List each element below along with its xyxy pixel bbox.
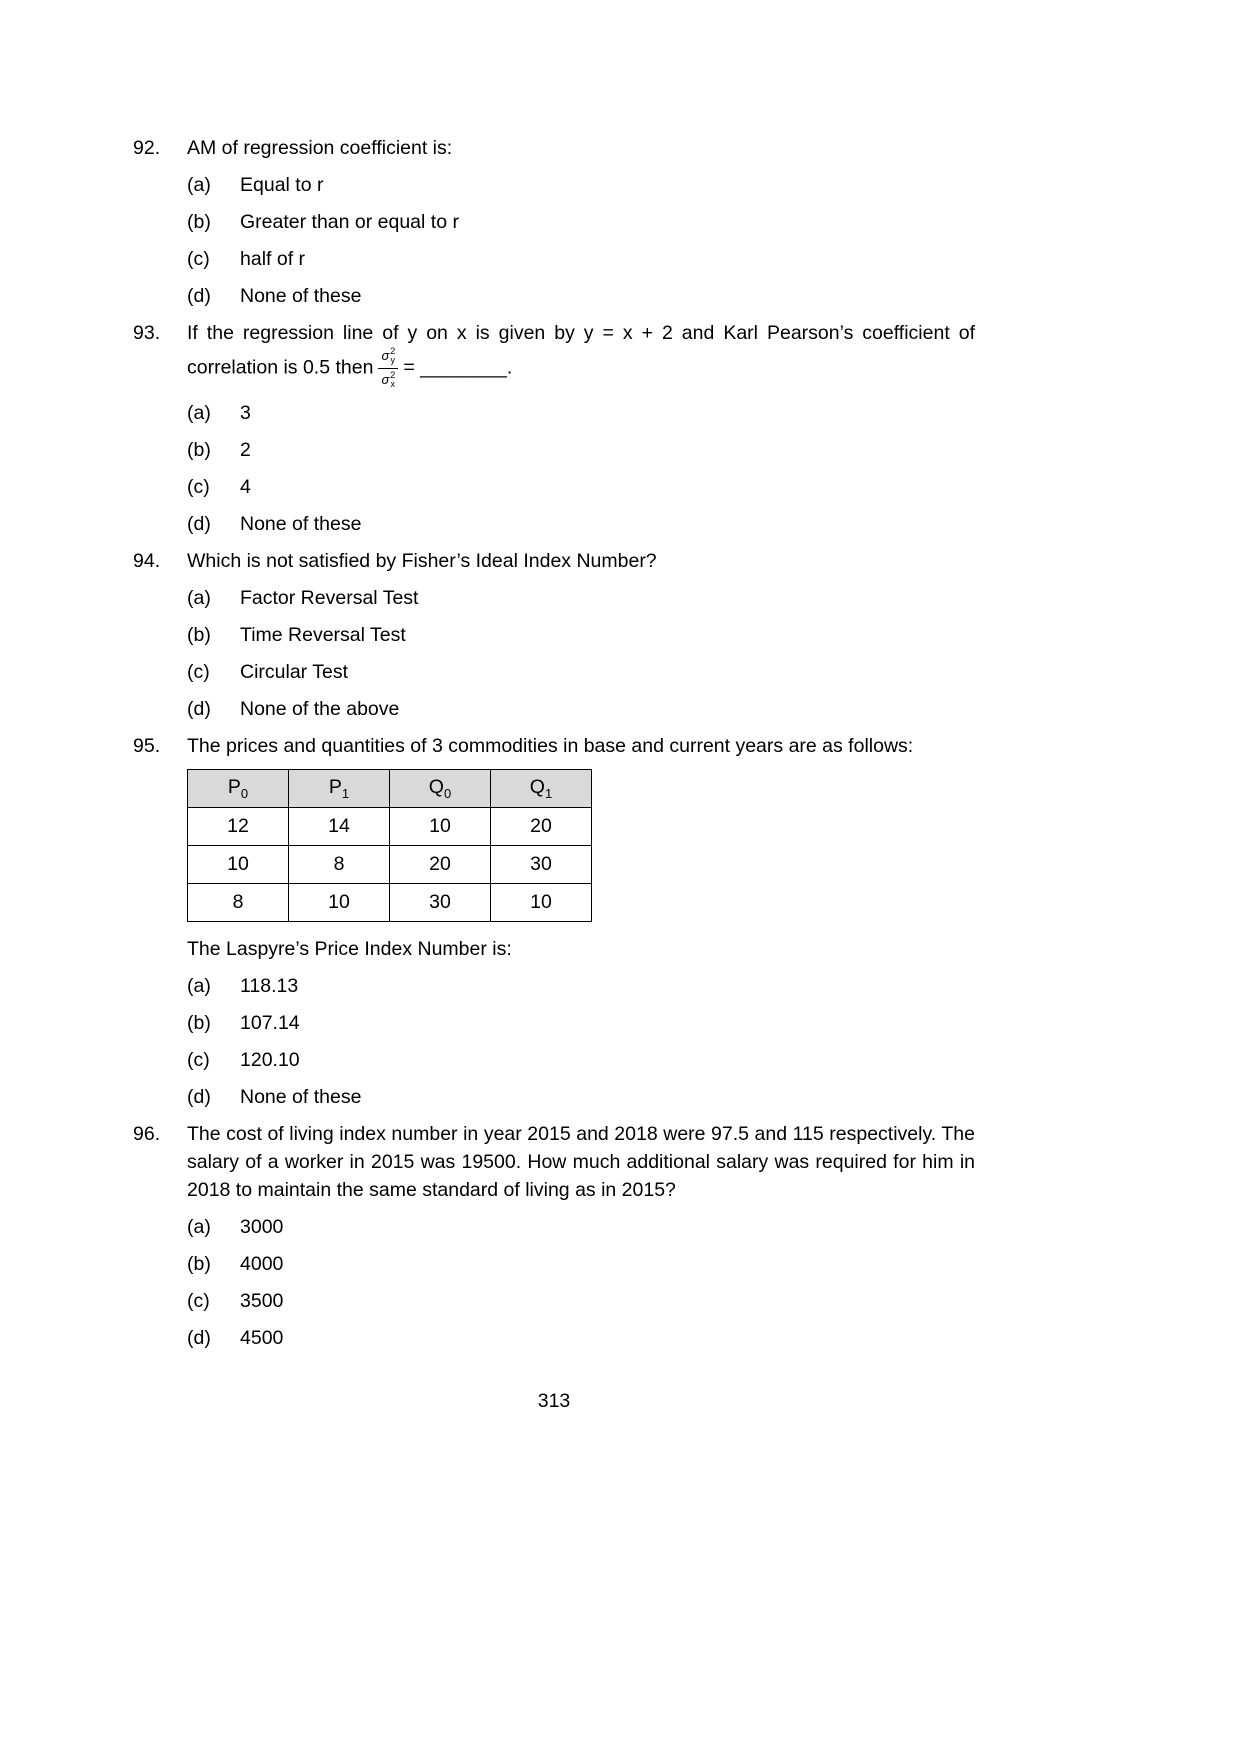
table-row <box>188 883 592 921</box>
question-number: 96. <box>133 1122 161 1145</box>
option-letter: (a) <box>187 1215 211 1238</box>
option-d <box>187 1083 975 1111</box>
text-segment: = ________. <box>403 356 513 379</box>
sigma-ratio-fraction <box>378 347 398 390</box>
table-cell: 10 <box>188 845 289 883</box>
option-c <box>187 658 975 686</box>
option-letter: (b) <box>187 438 211 461</box>
option-text: Factor Reversal Test <box>240 586 419 609</box>
options-list <box>187 1213 975 1352</box>
option-letter: (d) <box>187 512 211 535</box>
table-cell: 10 <box>390 807 491 845</box>
option-text: 3 <box>240 401 251 424</box>
options-list <box>187 584 975 723</box>
options-list <box>187 399 975 538</box>
option-letter: (a) <box>187 586 211 609</box>
table-header-row <box>188 769 592 807</box>
question-body <box>187 732 975 1120</box>
table-header-p0 <box>188 769 289 807</box>
option-letter: (d) <box>187 285 211 307</box>
option-letter: (a) <box>187 174 211 196</box>
question-body <box>187 319 975 547</box>
question-96 <box>133 1120 975 1361</box>
question-93 <box>133 319 975 547</box>
commodity-table <box>187 769 592 922</box>
sup-sub <box>390 371 395 390</box>
table-head <box>188 769 592 807</box>
option-a <box>187 1213 975 1241</box>
option-b <box>187 1009 975 1037</box>
question-text <box>187 319 975 390</box>
option-b <box>187 208 975 236</box>
subscript: x <box>390 379 396 390</box>
option-letter: (d) <box>187 697 211 720</box>
option-text: Time Reversal Test <box>240 623 406 646</box>
option-text: 3500 <box>240 1289 284 1312</box>
option-text: None of these <box>240 285 362 307</box>
option-text: 3000 <box>240 1215 284 1238</box>
option-text: 120.10 <box>240 1048 300 1071</box>
header-base: Q <box>428 775 444 798</box>
table-row <box>188 807 592 845</box>
option-d <box>187 1324 975 1352</box>
question-text: Which is not satisfied by Fisher’s Ideal Index Number? <box>187 549 657 572</box>
option-text: 2 <box>240 438 251 461</box>
option-text: Equal to r <box>240 174 324 196</box>
option-text: Greater than or equal to r <box>240 211 459 233</box>
option-letter: (a) <box>187 401 211 424</box>
header-base: Q <box>529 775 545 798</box>
question-number: 95. <box>133 734 161 757</box>
question-subtext: The Laspyre’s Price Index Number is: <box>187 937 512 960</box>
option-a <box>187 399 975 427</box>
option-letter: (c) <box>187 660 210 683</box>
option-text: 4 <box>240 475 251 498</box>
table-row <box>188 845 592 883</box>
option-text: None of these <box>240 1085 362 1108</box>
table-cell: 10 <box>491 883 592 921</box>
table-header-q1 <box>491 769 592 807</box>
question-95 <box>133 732 975 1120</box>
question-number: 94. <box>133 549 161 572</box>
superscript: 2 <box>390 346 396 356</box>
question-body <box>187 134 975 319</box>
option-letter: (b) <box>187 623 211 646</box>
table-cell: 30 <box>491 845 592 883</box>
table-cell: 20 <box>491 807 592 845</box>
table-cell: 10 <box>289 883 390 921</box>
fraction-numerator <box>378 347 398 369</box>
sigma-symbol: σ <box>381 371 390 387</box>
table-cell: 8 <box>188 883 289 921</box>
table-cell: 8 <box>289 845 390 883</box>
question-body <box>187 547 975 732</box>
option-letter: (b) <box>187 1011 211 1034</box>
table-header-p1 <box>289 769 390 807</box>
option-b <box>187 1250 975 1278</box>
question-92 <box>133 134 975 319</box>
option-letter: (d) <box>187 1085 211 1108</box>
question-94 <box>133 547 975 732</box>
question-text: AM of regression coefficient is: <box>187 137 453 159</box>
option-a <box>187 584 975 612</box>
option-d <box>187 282 975 310</box>
table-cell: 14 <box>289 807 390 845</box>
option-c <box>187 1287 975 1315</box>
table-cell: 12 <box>188 807 289 845</box>
table-cell: 30 <box>390 883 491 921</box>
option-letter: (c) <box>187 475 210 498</box>
option-text: Circular Test <box>240 660 349 683</box>
options-list <box>187 972 975 1111</box>
option-d <box>187 695 975 723</box>
option-a <box>187 171 975 199</box>
page-number: 313 <box>537 1389 571 1412</box>
table-body <box>188 807 592 921</box>
option-letter: (b) <box>187 1252 211 1275</box>
option-text: None of the above <box>240 697 400 720</box>
option-d <box>187 510 975 538</box>
header-base: P <box>328 775 342 798</box>
option-c <box>187 245 975 273</box>
option-text: None of these <box>240 512 362 535</box>
option-text: 4500 <box>240 1326 284 1349</box>
option-letter: (c) <box>187 1289 210 1312</box>
question-number: 93. <box>133 322 161 344</box>
option-letter: (b) <box>187 211 211 233</box>
text-segment: If the regression line of y on x is given by y = x + 2 and Karl Pearson’s coefficient of correlation is 0.5 then <box>187 322 975 379</box>
question-text: The cost of living index number in year 2015 and 2018 were 97.5 and 115 respectively. The salary of a worker in 2015 was 19500. How much additional salary was required for him in 2018 to maintain the same standard of living as in 2015? <box>187 1122 975 1201</box>
options-list <box>187 171 975 310</box>
sigma-symbol: σ <box>381 347 390 363</box>
header-sub: 0 <box>240 785 249 801</box>
question-body <box>187 1120 975 1361</box>
option-b <box>187 436 975 464</box>
sup-sub <box>390 347 395 366</box>
option-text: half of r <box>240 248 306 270</box>
option-c <box>187 473 975 501</box>
table-header-q0 <box>390 769 491 807</box>
option-b <box>187 621 975 649</box>
option-text: 107.14 <box>240 1011 300 1034</box>
option-letter: (c) <box>187 248 210 270</box>
question-number: 92. <box>133 137 161 159</box>
fraction-denominator <box>378 369 398 390</box>
superscript: 2 <box>390 369 396 380</box>
option-a <box>187 972 975 1000</box>
table-cell: 20 <box>390 845 491 883</box>
option-letter: (d) <box>187 1326 211 1349</box>
option-letter: (a) <box>187 974 211 997</box>
header-base: P <box>227 775 241 798</box>
subscript: y <box>390 355 396 366</box>
header-sub: 0 <box>443 785 452 801</box>
option-text: 4000 <box>240 1252 284 1275</box>
header-sub: 1 <box>341 785 350 801</box>
option-c <box>187 1046 975 1074</box>
question-text: The prices and quantities of 3 commodities in base and current years are as follows: <box>187 734 914 757</box>
header-sub: 1 <box>544 785 553 801</box>
option-text: 118.13 <box>240 974 299 997</box>
option-letter: (c) <box>187 1048 210 1071</box>
